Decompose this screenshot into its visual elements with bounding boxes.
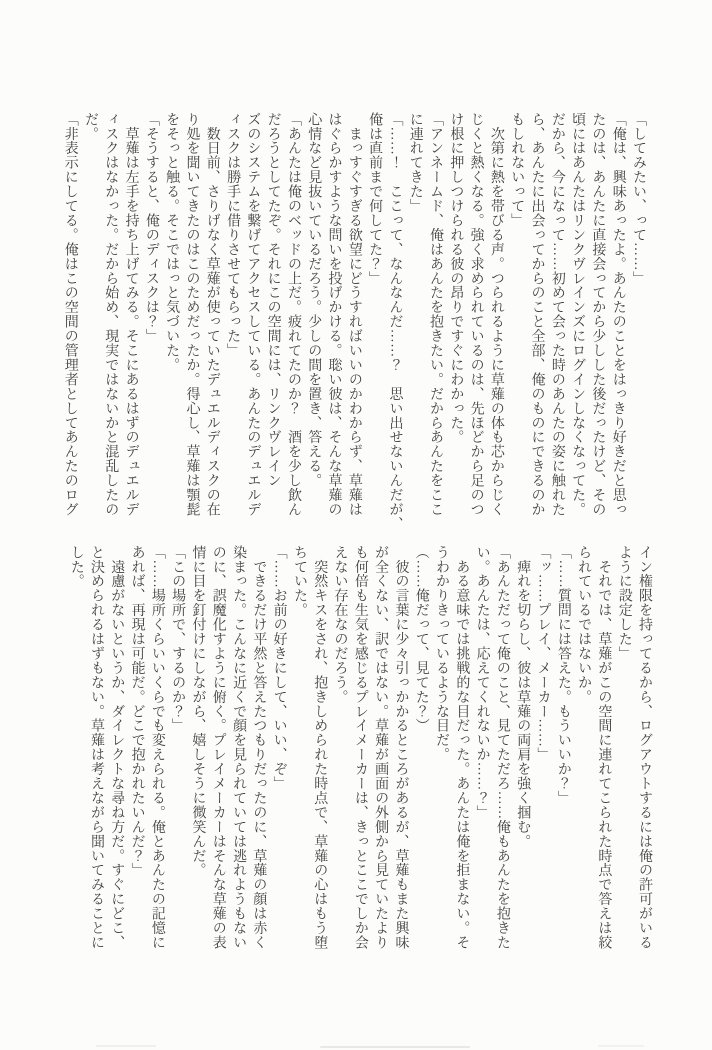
text-column: それでは、草薙がこの空間に連れてこられた時点で答えは絞: [596, 545, 612, 950]
text-column: ズのシステムを繋げてアクセスしている。あんたのデュエルデ: [245, 112, 261, 517]
text-column: 頃にはあんたはリンクヴレインズにログインしなくなってた。: [570, 112, 586, 517]
text-column: もしれないって」: [509, 112, 525, 228]
text-column: 「……場所くらいいくらでも変えられる。俺とあんたの記憶に: [149, 545, 165, 950]
text-column: 「この場所で、するのか？」: [170, 545, 186, 733]
text-column: した。: [68, 545, 84, 589]
text-column: まっすぐすぎる欲望にどうすればいいのかわからず、草薙は: [346, 112, 362, 517]
text-column: はぐらかすような問いを投げかける。聡い彼は、そんな草薙の: [326, 112, 342, 517]
text-column: 「……お前の好きにして、いい、ぞ」: [271, 545, 287, 791]
text-column: 「あんただって俺のこと、見てただろ……俺もあんたを抱きた: [494, 545, 510, 950]
text-column: だ。: [82, 112, 98, 141]
text-column: できるだけ平然と答えたつもりだったのに、草薙の顔は赤く: [251, 545, 267, 950]
text-column: 情に目を釘付けにしながら、嬉しそうに微笑んだ。: [190, 545, 206, 878]
text-column: 次第に熱を帯びる声。つられるように草薙の体も芯からじく: [488, 112, 504, 517]
text-column: 俺は直前まで何してた？」: [367, 112, 383, 286]
text-block-top: [59, 112, 648, 531]
text-column: （……俺だって、見てた？）: [413, 545, 429, 733]
text-column: じくと熱くなる。強く求められているのは、先ほどから足のつ: [468, 112, 484, 517]
text-column: ィスクは勝手に借りさせてもらった」: [225, 112, 241, 358]
text-column: うわかりきっているような目だ。: [434, 545, 450, 762]
text-column: が全くない、訳ではない。草薙が画面の外側から見ていたより: [373, 545, 389, 950]
text-column: 痺れを切らし、彼は草薙の両肩を強く掴む。: [515, 545, 531, 849]
text-column: り処を聞いてきたのはこのためだったか。得心し、草薙は顎髭: [184, 112, 200, 517]
text-column: ィスクはなかった。だから始め、現実ではないかと混乱したの: [103, 112, 119, 517]
text-column: 「あんたは俺のベッドの上だ。疲れてたのか？ 酒を少し飲ん: [285, 112, 301, 517]
text-column: け根に押しつけられる彼の昂りですぐにわかった。: [448, 112, 464, 445]
text-block-bottom: [65, 545, 654, 950]
text-column: 心情など見抜いているだろう。少しの間を置き、答える。: [306, 112, 322, 488]
scan-artifact: [320, 1046, 470, 1048]
text-column: 「……！ ここって、なんなんだ……？ 思い出せないんだが、: [387, 112, 403, 532]
text-column: 「ッ……プレイ、メーカー……」: [535, 545, 551, 762]
text-column: 突然キスをされ、抱きしめられた時点で、草薙の心はもう堕: [312, 545, 328, 950]
text-column: ら、あんたに出会ってからのこと全部、俺のものにできるのか: [529, 112, 545, 517]
text-column: 「非表示にしてる。俺はこの空間の管理者としてあんたのログ: [62, 112, 78, 517]
text-column: ある意味では挑戦的な目だった。あんたは俺を拒まない。そ: [454, 545, 470, 950]
text-column: えない存在なのだろう。: [332, 545, 348, 704]
text-column: ように設定した」: [616, 545, 632, 661]
text-column: い。あんたは、応えてくれないか……？」: [474, 545, 490, 820]
scan-artifact: [96, 1045, 156, 1047]
text-column: に連れてきた」: [407, 112, 423, 214]
text-column: たのは、あんたに直接会ってから少しした後だったけど、その: [590, 112, 606, 517]
text-column: 「俺は、興味あったよ。あんたのことをはっきり好きだと思っ: [610, 112, 626, 517]
text-column: だろうとしてたぞ。それにこの空間には、リンクヴレイン: [265, 112, 281, 488]
text-column: ちていた。: [291, 545, 307, 618]
text-column: 「……質問には答えた。もういいか？」: [555, 545, 571, 806]
text-column: られているではないか。: [576, 545, 592, 704]
text-column: 「してみたい、って……」: [631, 112, 646, 286]
text-column: 「そうすると、俺のディスクは？」: [143, 112, 159, 344]
text-column: も何倍も生気を感じるプレイメーカーは、きっとここでしか会: [352, 545, 368, 950]
scan-artifact: [598, 1045, 644, 1047]
text-column: 彼の言葉に少々引っかかるところがあるが、草薙もまた興味: [393, 545, 409, 950]
text-column: 「アンネームド、俺はあんたを抱きたい。だからあんたをここ: [428, 112, 444, 517]
text-column: のに、誤魔化すように俯く。プレイメーカーはそんな草薙の表: [210, 545, 226, 950]
text-column: 染まった。こんなに近くで顔を見られていては逃れようもない: [231, 545, 247, 950]
text-column: と決められるはずもない。草薙は考えながら聞いてみることに: [88, 545, 104, 950]
text-column: 草薙は左手を持ち上げてみる。そこにあるはずのデュエルデ: [123, 112, 139, 517]
text-column: 数日前、さりげなく草薙が使っていたデュエルディスクの在: [204, 112, 220, 517]
text-column: だから、今になって……初めて会った時のあんたの姿に触れた: [549, 112, 565, 517]
text-column: あれば、再現は可能だ。どこで抱かれたいんだ？」: [129, 545, 145, 878]
text-column: をそっと触る。そこではっと気づいた。: [164, 112, 180, 373]
text-column: 遠慮がないというか、ダイレクトな尋ね方だ。すぐにどこ、: [109, 545, 125, 950]
text-column: イン権限を持ってるから、ログアウトするには俺の許可がいる: [637, 545, 652, 950]
